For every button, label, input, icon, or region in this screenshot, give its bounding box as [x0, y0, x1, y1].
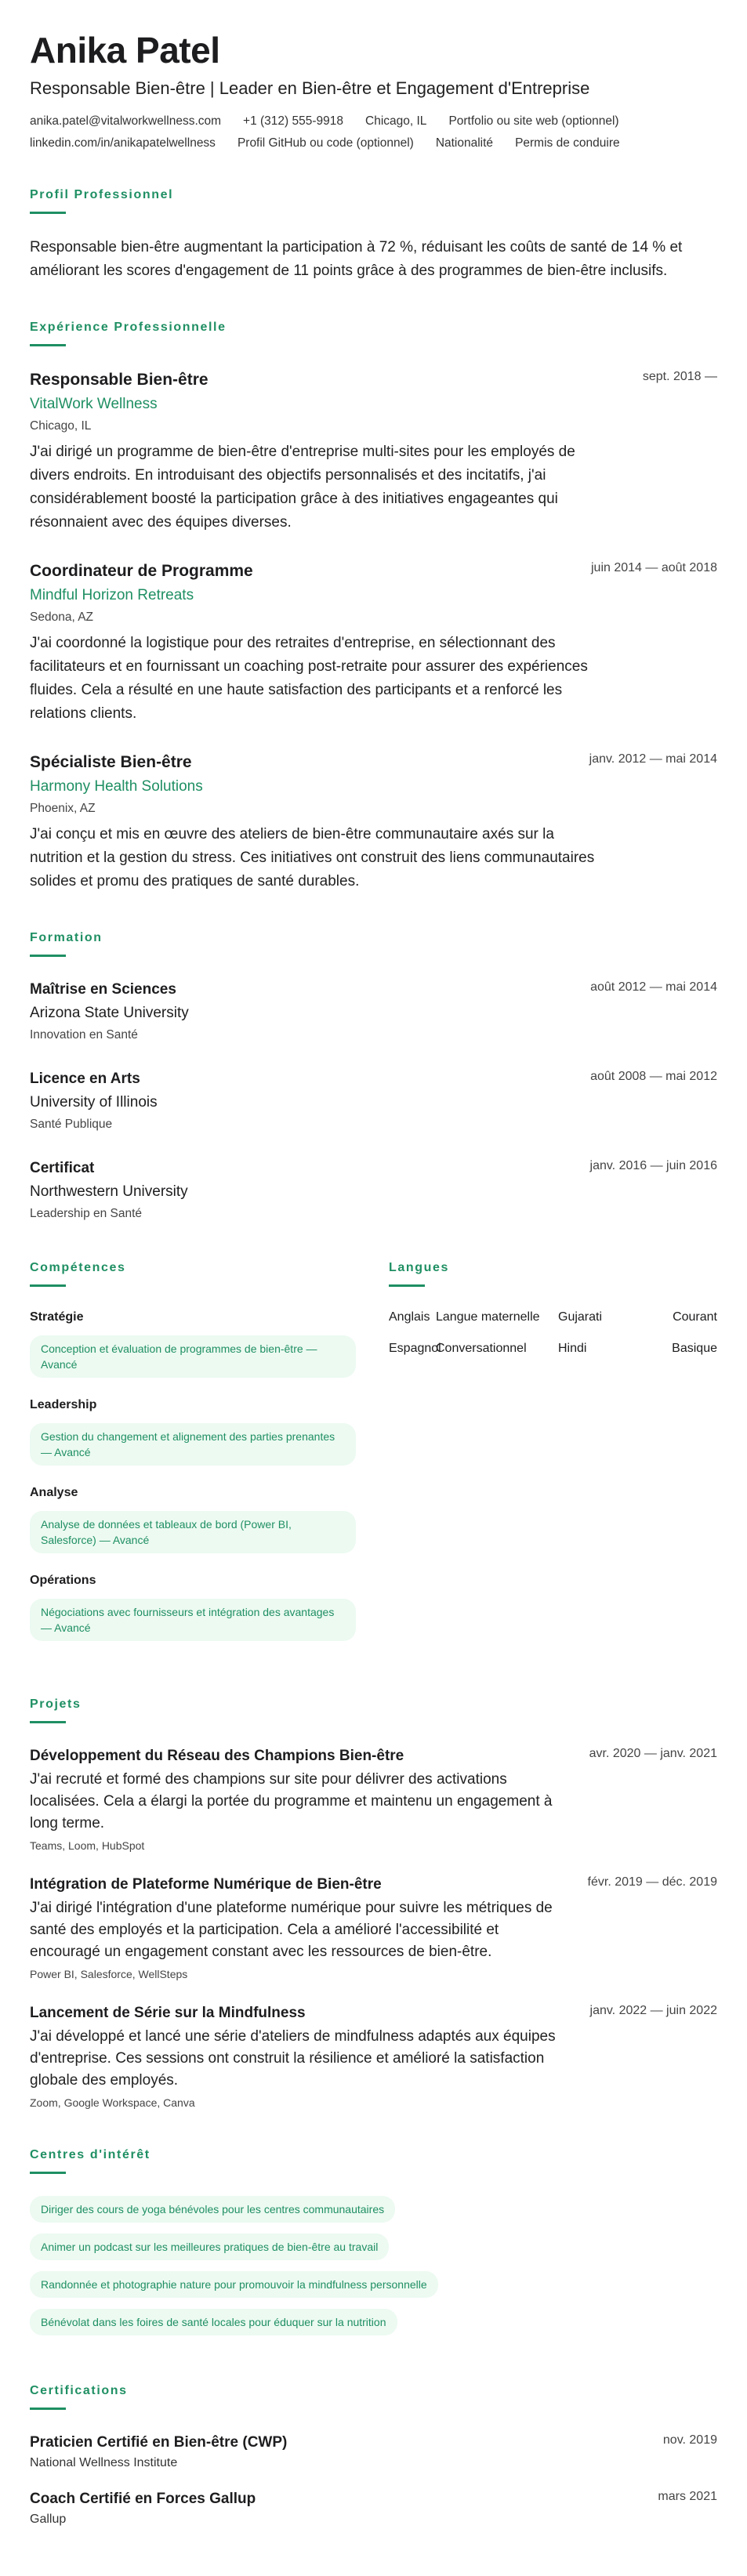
project-tools: Teams, Loom, HubSpot [30, 1839, 145, 1852]
job-title: Spécialiste Bien-être [30, 753, 192, 771]
contact-email[interactable]: anika.patel@vitalworkwellness.com [30, 114, 222, 128]
job-dates: janv. 2012 — mai 2014 [589, 752, 717, 766]
project-title: Intégration de Plateforme Numérique de Bien-être [30, 1876, 382, 1893]
job-dates: juin 2014 — août 2018 [590, 561, 717, 574]
interest-tag: Randonnée et photographie nature pour promouvoir la mindfulness personnelle [30, 2271, 438, 2298]
job-dates: sept. 2018 — [642, 370, 717, 383]
education-entry [30, 979, 717, 1045]
certification-name: Coach Certifié en Forces Gallup [30, 2491, 256, 2507]
profile-section [30, 188, 717, 283]
contact-github[interactable]: Profil GitHub ou code (optionnel) [237, 136, 414, 150]
section-title: Langues [389, 1261, 449, 1274]
project-entry [30, 1745, 717, 1853]
job-title: Responsable Bien-être [30, 371, 209, 389]
certification-name: Praticien Certifié en Bien-être (CWP) [30, 2434, 288, 2451]
job-entry [30, 751, 717, 893]
job-location: Chicago, IL [30, 419, 92, 433]
project-entry [30, 2002, 717, 2110]
section-title: Centres d'intérêt [30, 2148, 150, 2161]
section-divider [30, 344, 66, 346]
school: Arizona State University [30, 1005, 189, 1021]
job-title: Coordinateur de Programme [30, 562, 253, 580]
headline: Responsable Bien-être | Leader en Bien-être et Engagement d'Entreprise [30, 78, 590, 98]
contact-nationality: Nationalité [435, 136, 494, 150]
project-dates: avr. 2020 — janv. 2021 [589, 1747, 717, 1760]
field-of-study: Leadership en Santé [30, 1207, 143, 1220]
school: Northwestern University [30, 1183, 188, 1200]
contact-phone[interactable]: +1 (312) 555-9918 [243, 114, 344, 128]
project-description: J'ai développé et lancé une série d'ateliers de mindfulness adaptés aux équipes d'entreprise. Ces sessions ont construit la résilience et amélioré la satisfaction globale des employés. [30, 2028, 556, 2089]
interest-tag: Bénévolat dans les foires de santé locales pour éduquer sur la nutrition [30, 2309, 397, 2335]
project-title: Lancement de Série sur la Mindfulness [30, 2005, 306, 2021]
section-divider [30, 1284, 66, 1287]
project-description: J'ai dirigé l'intégration d'une plateforme numérique pour suivre les métriques de santé des employés et la participation. Cela a amélioré l'accessibilité et encouragé un engagement constant avec les ressources de bien-être. [30, 1900, 553, 1960]
project-dates: janv. 2022 — juin 2022 [589, 2004, 717, 2017]
project-dates: févr. 2019 — déc. 2019 [587, 1875, 717, 1889]
education-entry [30, 1158, 717, 1223]
language-name: Hindi [558, 1342, 587, 1355]
skill-tag: Négociations avec fournisseurs et intégration des avantages — Avancé [30, 1599, 356, 1641]
project-tools: Zoom, Google Workspace, Canva [30, 2096, 195, 2109]
skill-category: Analyse [30, 1486, 78, 1499]
skill-category: Stratégie [30, 1310, 84, 1324]
project-tools: Power BI, Salesforce, WellSteps [30, 1968, 188, 1980]
job-description: J'ai conçu et mis en œuvre des ateliers de bien-être communautaire axés sur la nutrition et la gestion du stress. Ces initiatives ont construit des liens communautaires solides et promu des pratiques de santé durables. [30, 826, 595, 889]
section-title: Projets [30, 1697, 82, 1711]
language-name: Espagnol [389, 1342, 441, 1355]
profile-summary: Responsable bien-être augmentant la participation à 72 %, réduisant les coûts de santé de 14 % et améliorant les scores d'engagement de 11 points grâce à des programmes de bien-être inclusifs. [30, 239, 683, 279]
skill-tag: Analyse de données et tableaux de bord (Power BI, Salesforce) — Avancé [30, 1511, 356, 1553]
skill-category: Leadership [30, 1398, 97, 1411]
education-entry [30, 1068, 717, 1134]
job-description: J'ai dirigé un programme de bien-être d'entreprise multi-sites pour les employés de divers endroits. En introduisant des objectifs personnalisés et des incitatifs, j'ai considérablement boosté la participation grâce à des initiatives engageantes qui résonnaient avec des équipes diverses. [30, 444, 575, 531]
certifications-section [30, 2384, 717, 2529]
education-section [30, 931, 717, 1223]
language-level: Courant [673, 1310, 717, 1324]
education-dates: août 2012 — mai 2014 [590, 980, 717, 994]
language-level: Basique [672, 1342, 717, 1355]
skill-tag: Conception et évaluation de programmes de bien-être — Avancé [30, 1335, 356, 1378]
degree: Licence en Arts [30, 1071, 140, 1087]
language-name: Gujarati [558, 1310, 603, 1324]
interest-list [30, 2196, 717, 2346]
degree: Certificat [30, 1160, 95, 1176]
certification-issuer: Gallup [30, 2513, 67, 2526]
education-dates: août 2008 — mai 2012 [590, 1070, 717, 1083]
degree: Maîtrise en Sciences [30, 981, 176, 998]
interests-section [30, 2148, 717, 2346]
skills-languages-section [30, 1261, 717, 1660]
language-name: Anglais [389, 1310, 430, 1324]
contact-location: Chicago, IL [365, 114, 427, 128]
section-divider [30, 2172, 66, 2174]
language-row [389, 1340, 717, 1357]
skill-category: Opérations [30, 1574, 96, 1587]
section-title: Certifications [30, 2384, 128, 2397]
job-entry [30, 560, 717, 726]
project-description: J'ai recruté et formé des champions sur site pour délivrer des activations localisées. Cela a élargi la portée du programme et maintenu un engagement à long terme. [30, 1771, 553, 1831]
project-entry [30, 1874, 717, 1982]
job-description: J'ai coordonné la logistique pour des retraites d'entreprise, en sélectionnant des facilitateurs et en fournissant un coaching post-retraite pour assurer des expériences fluides. Cela a résulté en une haute satisfaction des participants et a renforcé les relations clients. [30, 635, 588, 722]
resume-header [30, 28, 717, 150]
language-row [389, 1309, 717, 1326]
language-level: Langue maternelle [436, 1310, 540, 1324]
section-divider [30, 1721, 66, 1723]
section-title: Expérience Professionnelle [30, 321, 227, 334]
certification-date: mars 2021 [658, 2490, 717, 2503]
contact-info [30, 114, 717, 150]
field-of-study: Santé Publique [30, 1118, 113, 1131]
certification-date: nov. 2019 [662, 2433, 717, 2447]
section-divider [30, 2408, 66, 2410]
contact-portfolio[interactable]: Portfolio ou site web (optionnel) [448, 114, 619, 128]
candidate-name: Anika Patel [30, 30, 220, 71]
project-title: Développement du Réseau des Champions Bien-être [30, 1748, 404, 1764]
certification-entry [30, 2488, 717, 2529]
skill-tag: Gestion du changement et alignement des parties prenantes — Avancé [30, 1423, 356, 1466]
projects-section [30, 1697, 717, 2110]
field-of-study: Innovation en Santé [30, 1028, 138, 1042]
job-company: Harmony Health Solutions [30, 778, 203, 795]
job-entry [30, 368, 717, 534]
section-divider [30, 955, 66, 957]
certification-issuer: National Wellness Institute [30, 2456, 178, 2469]
section-title: Compétences [30, 1261, 126, 1274]
job-company: VitalWork Wellness [30, 396, 158, 412]
job-location: Sedona, AZ [30, 610, 94, 624]
school: University of Illinois [30, 1094, 158, 1110]
interest-tag: Animer un podcast sur les meilleures pratiques de bien-être au travail [30, 2234, 389, 2260]
job-company: Mindful Horizon Retreats [30, 587, 194, 603]
languages-column [389, 1261, 717, 1660]
contact-license: Permis de conduire [515, 136, 620, 150]
job-location: Phoenix, AZ [30, 802, 96, 815]
experience-section [30, 321, 717, 893]
education-dates: janv. 2016 — juin 2016 [589, 1159, 717, 1172]
section-divider [389, 1284, 425, 1287]
contact-linkedin[interactable]: linkedin.com/in/anikapatelwellness [30, 136, 216, 150]
skills-column [30, 1261, 359, 1660]
interest-tag: Diriger des cours de yoga bénévoles pour les centres communautaires [30, 2196, 395, 2223]
section-divider [30, 212, 66, 214]
section-title: Profil Professionnel [30, 188, 174, 201]
certification-entry [30, 2432, 717, 2473]
language-level: Conversationnel [436, 1342, 527, 1355]
section-title: Formation [30, 931, 103, 944]
